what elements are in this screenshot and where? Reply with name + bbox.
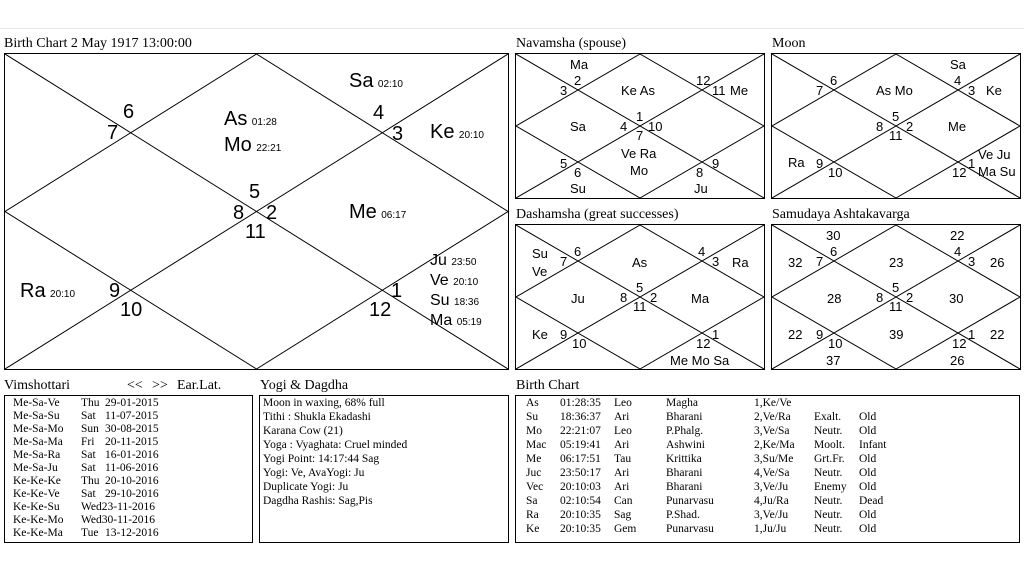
yogi-line: Karana Cow (21) bbox=[263, 425, 343, 437]
planet-group[interactable]: Ra bbox=[788, 155, 805, 170]
house-number: 8 bbox=[876, 290, 884, 305]
planet-mars[interactable]: Ma 05:19 bbox=[430, 312, 482, 329]
vimshottari-list[interactable] bbox=[4, 395, 253, 543]
house-number: 9 bbox=[816, 327, 824, 342]
house-number: 1 bbox=[968, 156, 976, 171]
planet-group[interactable]: As bbox=[632, 255, 648, 270]
yogi-line: Duplicate Yogi: Ju bbox=[263, 481, 349, 493]
house-number: 11 bbox=[889, 299, 903, 314]
list-item[interactable]: Me-Sa-Ve Thu 29-01-2015 bbox=[13, 397, 159, 409]
yogi-line: Yoga : Vyaghata: Cruel minded bbox=[263, 439, 408, 451]
planet-group[interactable]: Ve Ra bbox=[621, 146, 657, 161]
planet-group[interactable]: Ke bbox=[986, 83, 1002, 98]
house-number: 2 bbox=[906, 290, 914, 305]
house-number: 10 bbox=[572, 336, 587, 351]
house-number: 2 bbox=[650, 290, 658, 305]
house-number: 6 bbox=[830, 73, 838, 88]
house-number: 8 bbox=[233, 202, 245, 224]
main-chart-title: Birth Chart 2 May 1917 13:00:00 bbox=[4, 36, 192, 51]
navamsha-title: Navamsha (spouse) bbox=[516, 36, 627, 51]
house-number: 5 bbox=[249, 181, 261, 203]
house-number: 7 bbox=[816, 254, 824, 269]
planet-group[interactable]: Ju bbox=[571, 291, 585, 306]
planet-group[interactable]: Ke bbox=[532, 327, 548, 342]
bindu-score: 28 bbox=[827, 291, 842, 306]
planet-jupiter[interactable]: Ju 23:50 bbox=[430, 252, 477, 269]
top-divider bbox=[0, 28, 1024, 29]
bindu-score: 22 bbox=[990, 327, 1005, 342]
house-number: 12 bbox=[696, 336, 711, 351]
house-number: 4 bbox=[698, 244, 706, 259]
house-number: 9 bbox=[560, 327, 568, 342]
ashtakavarga-title: Samudaya Ashtakavarga bbox=[772, 207, 910, 222]
house-number: 5 bbox=[636, 280, 644, 295]
house-number: 2 bbox=[266, 202, 278, 224]
house-number: 1 bbox=[636, 109, 644, 124]
bindu-score: 26 bbox=[990, 255, 1005, 270]
yogi-line: Dagdha Rashis: Sag,Pis bbox=[263, 495, 373, 507]
birth-table-title: Birth Chart bbox=[516, 378, 580, 393]
house-number: 2 bbox=[574, 73, 582, 88]
house-number: 1 bbox=[712, 327, 720, 342]
bindu-score: 23 bbox=[889, 255, 904, 270]
house-number: 5 bbox=[892, 280, 900, 295]
planet-group[interactable]: Me bbox=[730, 83, 749, 98]
planet-venus[interactable]: Ve 20:10 bbox=[430, 272, 479, 289]
birth-chart-table[interactable]: As 01:28:35 Leo Magha 1,Ke/Ve Su 18:36:37 Ari Bharani 2,Ve/Ra Exalt. Old Mo 22:21:07 Leo P.Phalg. 3,Ve/Sa Neutr. Old Mac 05:19:41 Ari Ashwini 2,Ke/Ma Moolt. Infant Me 06:17:51 Tau Krittika 3,Su/Me Grt.Fr. Old Juc 23:50:17 Ari Bharani 4,Ve/Sa Neutr. Old Vec 20:10:03 Ari Bharani 3,Ve/Ju Enemy Old Sa 02:10:54 Can Punarvasu 4,Ju/Ra Neutr. Dead Ra 20:10:35 Sag P.Shad. 3,Ve/Ju Neutr. Old Ke 20:10:35 Gem Punarvasu 1,Ju/Ju Neutr. Old bbox=[515, 395, 1020, 543]
planet-group[interactable]: Ra bbox=[732, 255, 749, 270]
list-item[interactable]: Me-Sa-Ju Sat 11-06-2016 bbox=[13, 462, 159, 474]
list-item[interactable]: Ke-Ke-Ma Tue 13-12-2016 bbox=[13, 527, 159, 539]
planet-saturn[interactable]: Sa 02:10 bbox=[349, 70, 403, 92]
house-number: 1 bbox=[391, 280, 403, 302]
planet-group[interactable]: Su bbox=[570, 181, 586, 196]
house-number: 4 bbox=[620, 119, 628, 134]
bindu-score: 30 bbox=[826, 228, 841, 243]
yogi-panel bbox=[259, 395, 509, 543]
list-item[interactable]: Me-Sa-Ma Fri 20-11-2015 bbox=[13, 436, 159, 448]
house-number: 6 bbox=[574, 244, 582, 259]
bindu-score: 30 bbox=[949, 291, 964, 306]
earlier-latitude-button[interactable]: Ear.Lat. bbox=[177, 378, 222, 393]
house-number: 8 bbox=[696, 165, 704, 180]
planet-mercury[interactable]: Me 06:17 bbox=[349, 201, 407, 223]
house-number: 6 bbox=[830, 244, 838, 259]
main-birth-chart[interactable] bbox=[4, 53, 509, 370]
house-number: 9 bbox=[816, 156, 824, 171]
house-number: 4 bbox=[954, 244, 962, 259]
house-number: 5 bbox=[560, 156, 568, 171]
planet-group[interactable]: Ma Su bbox=[978, 164, 1016, 179]
list-item[interactable]: Ke-Ke-Ve Sat 29-10-2016 bbox=[13, 488, 159, 500]
house-number: 12 bbox=[952, 165, 967, 180]
moon-chart-title: Moon bbox=[772, 36, 806, 51]
house-number: 3 bbox=[392, 123, 404, 145]
bindu-score: 26 bbox=[950, 353, 965, 368]
planet-group[interactable]: Ma bbox=[570, 57, 589, 72]
house-number: 2 bbox=[906, 119, 914, 134]
planet-group[interactable]: Sa bbox=[950, 57, 966, 72]
yogi-line: Yogi Point: 14:17:44 Sag bbox=[263, 453, 380, 465]
next-period-button[interactable]: >> bbox=[152, 378, 168, 393]
planet-group[interactable]: Su bbox=[532, 246, 548, 261]
dashamsha-title: Dashamsha (great successes) bbox=[516, 207, 679, 222]
dashamsha-chart-lines bbox=[516, 225, 764, 369]
prev-period-button[interactable]: << bbox=[127, 378, 143, 393]
house-number: 10 bbox=[828, 336, 843, 351]
moon-chart[interactable] bbox=[771, 53, 1021, 199]
planet-sun[interactable]: Su 18:36 bbox=[430, 292, 480, 309]
house-number: 3 bbox=[968, 254, 976, 269]
house-number: 12 bbox=[369, 299, 392, 321]
planet-ketu[interactable]: Ke 20:10 bbox=[430, 121, 484, 143]
bindu-score: 37 bbox=[826, 353, 841, 368]
planet-group[interactable]: Ve Ju bbox=[978, 147, 1011, 162]
house-number: 1 bbox=[968, 327, 976, 342]
house-number: 7 bbox=[816, 83, 824, 98]
house-number: 4 bbox=[954, 73, 962, 88]
ashtakavarga-chart-lines bbox=[772, 225, 1020, 369]
yogi-line: Tithi : Shukla Ekadashi bbox=[263, 411, 371, 423]
house-number: 4 bbox=[373, 102, 385, 124]
house-number: 12 bbox=[952, 336, 967, 351]
bindu-score: 22 bbox=[788, 327, 803, 342]
bindu-score: 22 bbox=[950, 228, 965, 243]
house-number: 6 bbox=[123, 101, 135, 123]
house-number: 10 bbox=[648, 119, 663, 134]
house-number: 11 bbox=[889, 128, 903, 143]
bindu-score: 39 bbox=[889, 327, 904, 342]
vimshottari-title: Vimshottari bbox=[4, 378, 71, 393]
house-number: 5 bbox=[892, 109, 900, 124]
list-item[interactable]: Ke-Ke-Ke Thu 20-10-2016 bbox=[13, 475, 159, 487]
house-number: 9 bbox=[109, 280, 121, 302]
house-number: 8 bbox=[876, 119, 884, 134]
list-item[interactable]: Ke-Ke-Mo Wed30-11-2016 bbox=[13, 514, 156, 526]
house-number: 10 bbox=[828, 165, 843, 180]
list-item[interactable]: Me-Sa-Mo Sun 30-08-2015 bbox=[13, 423, 159, 435]
planet-group[interactable]: Ke As bbox=[621, 83, 655, 98]
house-number: 7 bbox=[636, 128, 644, 143]
house-number: 3 bbox=[968, 83, 976, 98]
planet-rahu[interactable]: Ra 20:10 bbox=[20, 280, 76, 302]
yogi-line: Yogi: Ve, AvaYogi: Ju bbox=[263, 467, 365, 479]
house-number: 11 bbox=[633, 299, 647, 314]
dashamsha-chart[interactable] bbox=[515, 224, 765, 370]
house-number: 3 bbox=[560, 83, 568, 98]
ashtakavarga-chart[interactable] bbox=[771, 224, 1021, 370]
planet-group[interactable]: Me bbox=[948, 119, 967, 134]
yogi-line: Moon in waxing, 68% full bbox=[263, 397, 385, 409]
house-number: 7 bbox=[560, 254, 568, 269]
house-number: 7 bbox=[107, 122, 119, 144]
house-number: 6 bbox=[574, 165, 582, 180]
navamsha-chart[interactable] bbox=[515, 53, 765, 199]
list-item[interactable]: Me-Sa-Ra Sat 16-01-2016 bbox=[13, 449, 159, 461]
planet-group[interactable]: Sa bbox=[570, 119, 586, 134]
planet-moon[interactable]: Mo 22:21 bbox=[224, 134, 282, 156]
house-number: 9 bbox=[712, 156, 720, 171]
yogi-title: Yogi & Dagdha bbox=[260, 378, 349, 393]
house-number: 11 bbox=[712, 83, 726, 98]
house-number: 11 bbox=[245, 221, 266, 243]
planet-group[interactable]: As Mo bbox=[876, 83, 913, 98]
planet-group[interactable]: Me Mo Sa bbox=[670, 353, 730, 368]
planet-ascendant[interactable]: As 01:28 bbox=[224, 108, 277, 130]
bindu-score: 32 bbox=[788, 255, 803, 270]
house-number: 3 bbox=[712, 254, 720, 269]
planet-group[interactable]: Ve bbox=[532, 264, 548, 279]
house-number: 8 bbox=[620, 290, 628, 305]
planet-group[interactable]: Ma bbox=[691, 291, 710, 306]
house-number: 10 bbox=[120, 299, 143, 321]
list-item[interactable]: Me-Sa-Su Sat 11-07-2015 bbox=[13, 410, 159, 422]
house-number: 12 bbox=[696, 73, 711, 88]
list-item[interactable]: Ke-Ke-Su Wed23-11-2016 bbox=[13, 501, 156, 513]
planet-group[interactable]: Ju bbox=[694, 181, 708, 196]
planet-group[interactable]: Mo bbox=[630, 163, 649, 178]
